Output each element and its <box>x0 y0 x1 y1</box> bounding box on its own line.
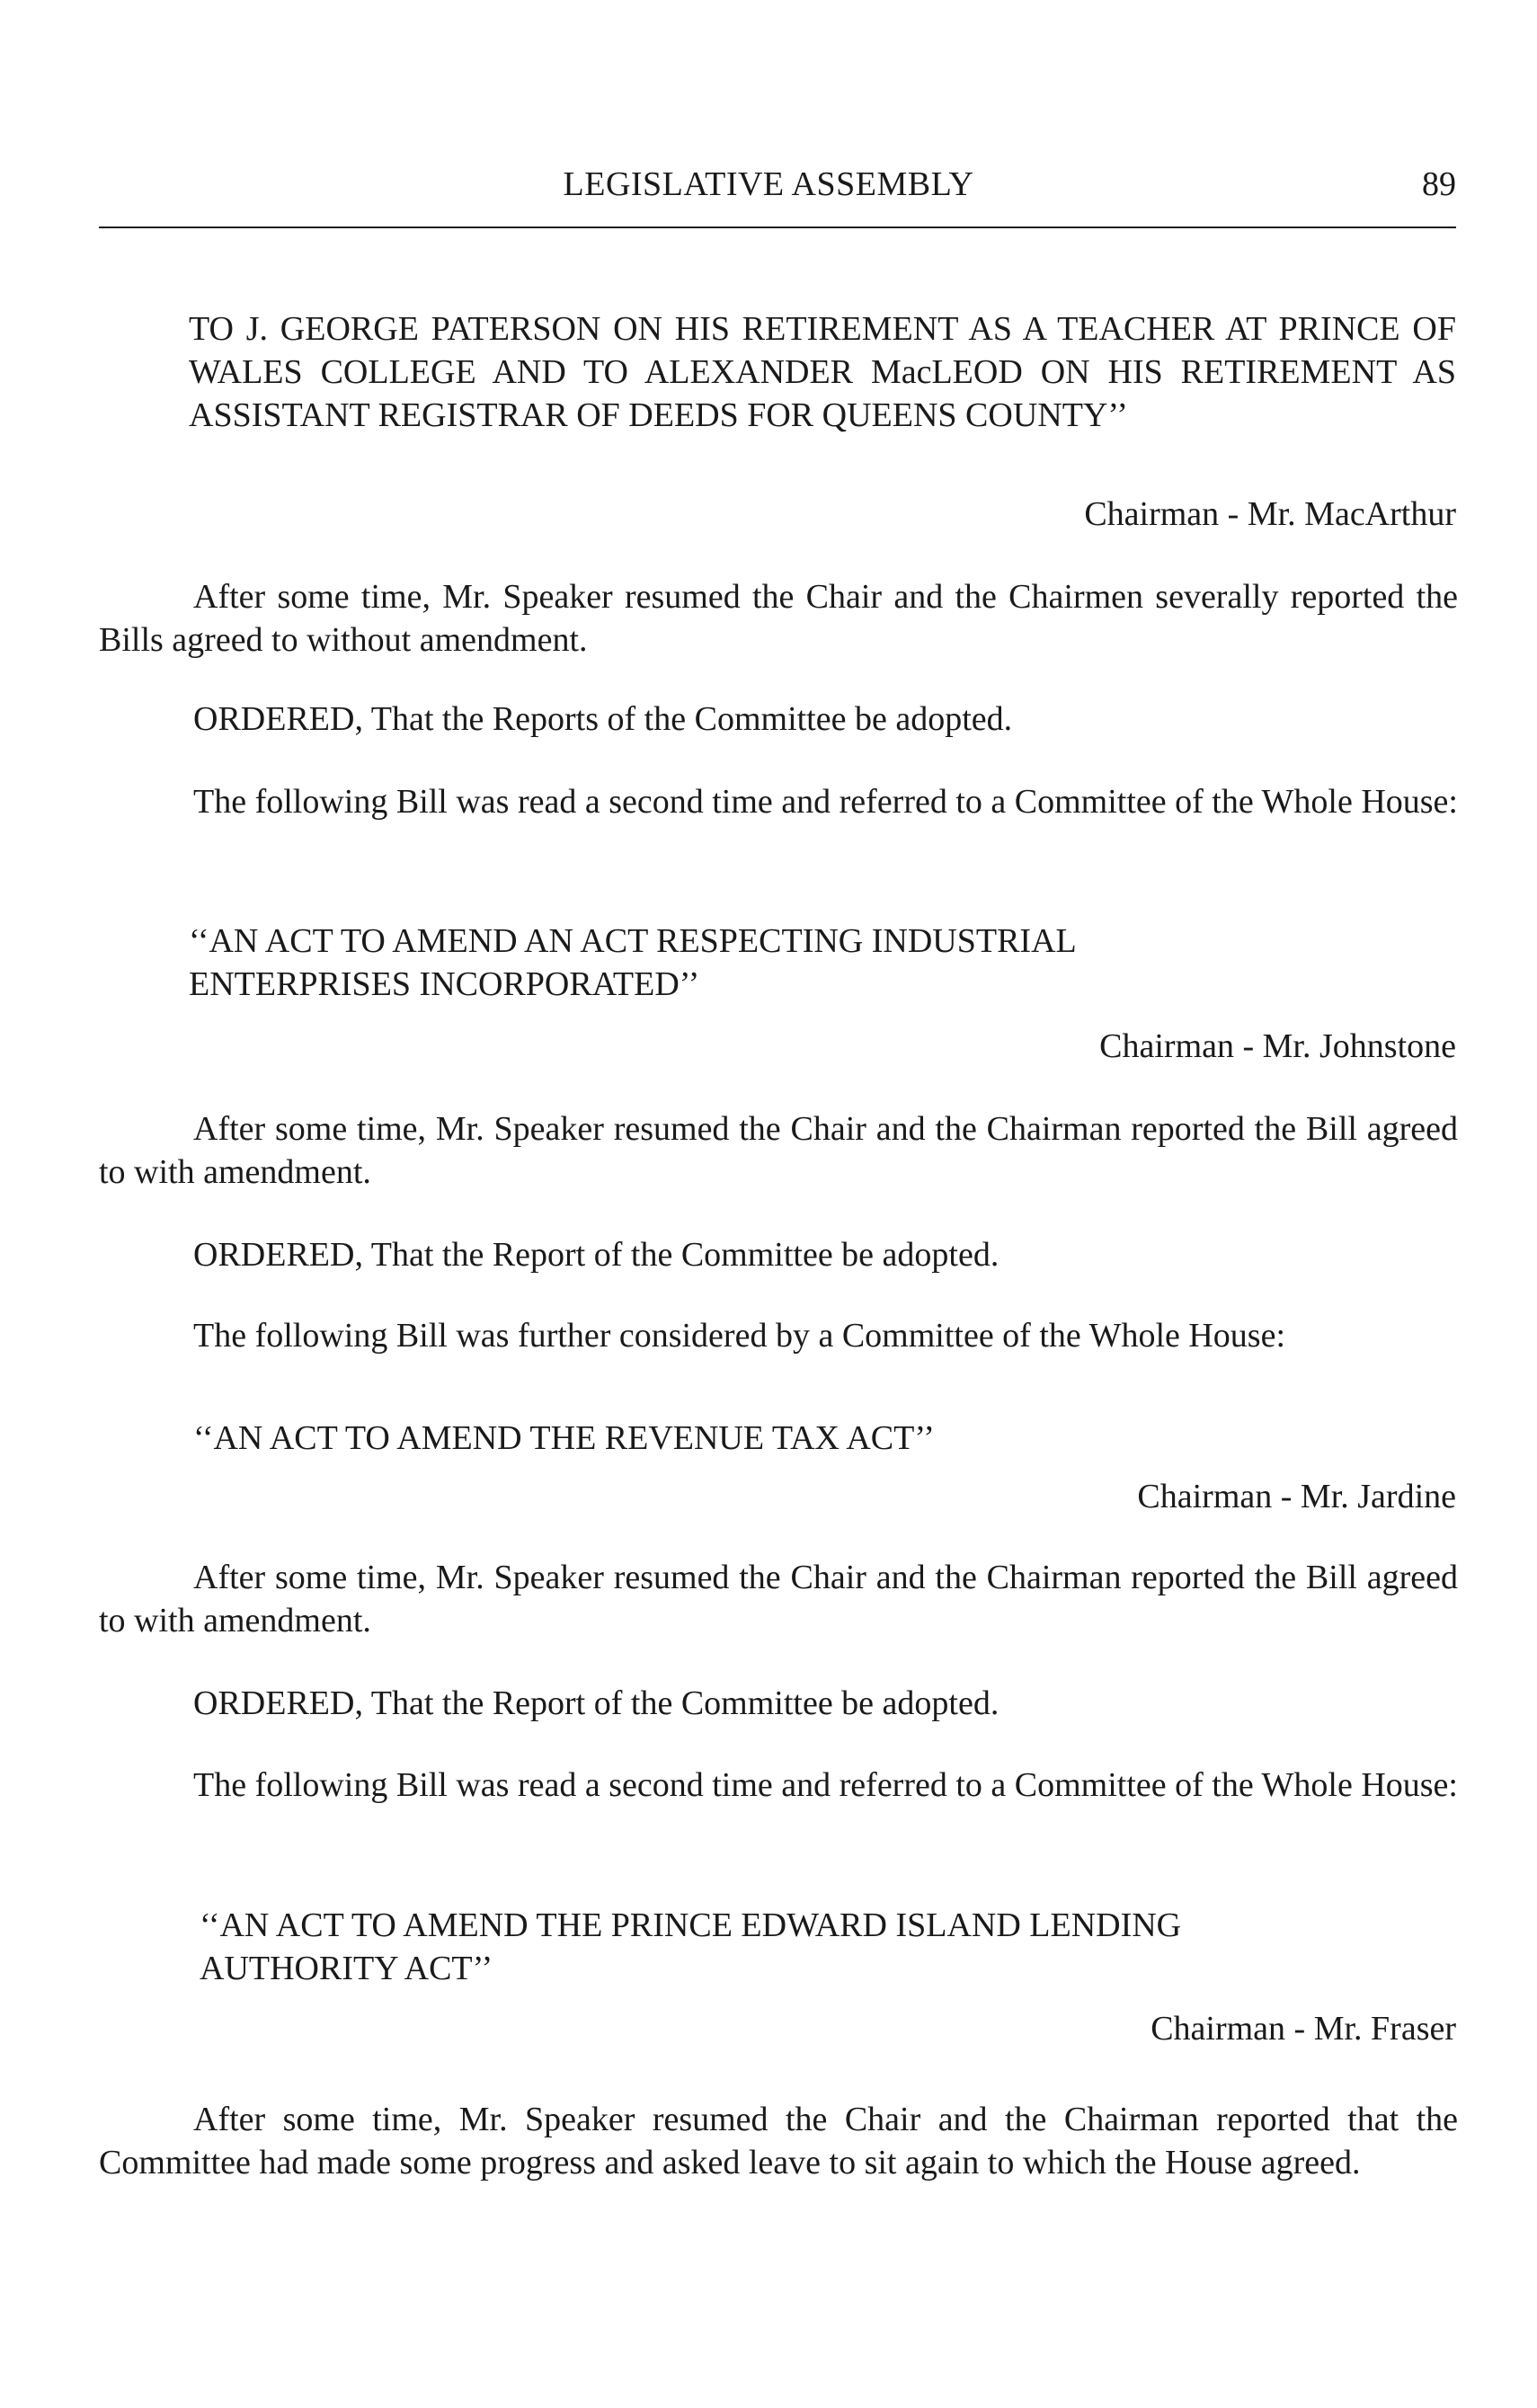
bill-title-4 <box>200 1904 1181 1990</box>
ordered-1: ORDERED, That the Reports of the Committee be adopted. <box>193 700 1013 738</box>
paragraph-3: After some time, Mr. Speaker resumed the Chair and the Chairman reported the Bill agreed to with amendment. <box>99 1110 1458 1191</box>
chairman-line-1: Chairman - Mr. MacArthur <box>1084 495 1456 533</box>
bill-title-4-line-2: AUTHORITY ACT’’ <box>200 1950 493 1987</box>
header-rule <box>99 227 1456 228</box>
bill-title-1: TO J. GEORGE PATERSON ON HIS RETIREMENT AS A TEACHER AT PRINCE OF WALES COLLEGE AND TO ALEXANDER MacLEOD ON HIS RETIREMENT AS ASSISTANT REGISTRAR OF DEEDS FOR QUEENS COUNTY’’ <box>189 310 1456 434</box>
chairman-line-2: Chairman - Mr. Johnstone <box>1099 1027 1456 1065</box>
paragraph-5: After some time, Mr. Speaker resumed the Chair and the Chairman reported the Bill agreed to with amendment. <box>99 1559 1458 1639</box>
running-header-title: LEGISLATIVE ASSEMBLY <box>563 165 974 203</box>
paragraph-7: After some time, Mr. Speaker resumed the Chair and the Chairman reported that the Committee had made some progress and asked leave to sit again to which the House agreed. <box>99 2101 1458 2181</box>
bill-title-4-line-1: ‘‘AN ACT TO AMEND THE PRINCE EDWARD ISLAND LENDING <box>200 1906 1182 1944</box>
paragraph-2: The following Bill was read a second time and referred to a Committee of the Whole House: <box>193 783 1458 821</box>
bill-title-2 <box>189 920 1077 1006</box>
ordered-2: ORDERED, That the Report of the Committee be adopted. <box>193 1236 999 1274</box>
bill-title-2-line-1: ‘‘AN ACT TO AMEND AN ACT RESPECTING INDUSTRIAL <box>189 922 1077 960</box>
paragraph-6: The following Bill was read a second time and referred to a Committee of the Whole House: <box>193 1766 1458 1804</box>
chairman-line-4: Chairman - Mr. Fraser <box>1151 2010 1456 2048</box>
bill-title-2-line-2: ENTERPRISES INCORPORATED’’ <box>189 965 700 1003</box>
paragraph-1: After some time, Mr. Speaker resumed the Chair and the Chairmen severally reported the Bills agreed to without amendment. <box>99 578 1458 659</box>
ordered-3: ORDERED, That the Report of the Committee be adopted. <box>193 1684 999 1722</box>
bill-title-3: ‘‘AN ACT TO AMEND THE REVENUE TAX ACT’’ <box>193 1419 935 1457</box>
chairman-line-3: Chairman - Mr. Jardine <box>1137 1478 1456 1515</box>
paragraph-4: The following Bill was further considered by a Committee of the Whole House: <box>193 1317 1286 1355</box>
page-number: 89 <box>1422 165 1456 203</box>
